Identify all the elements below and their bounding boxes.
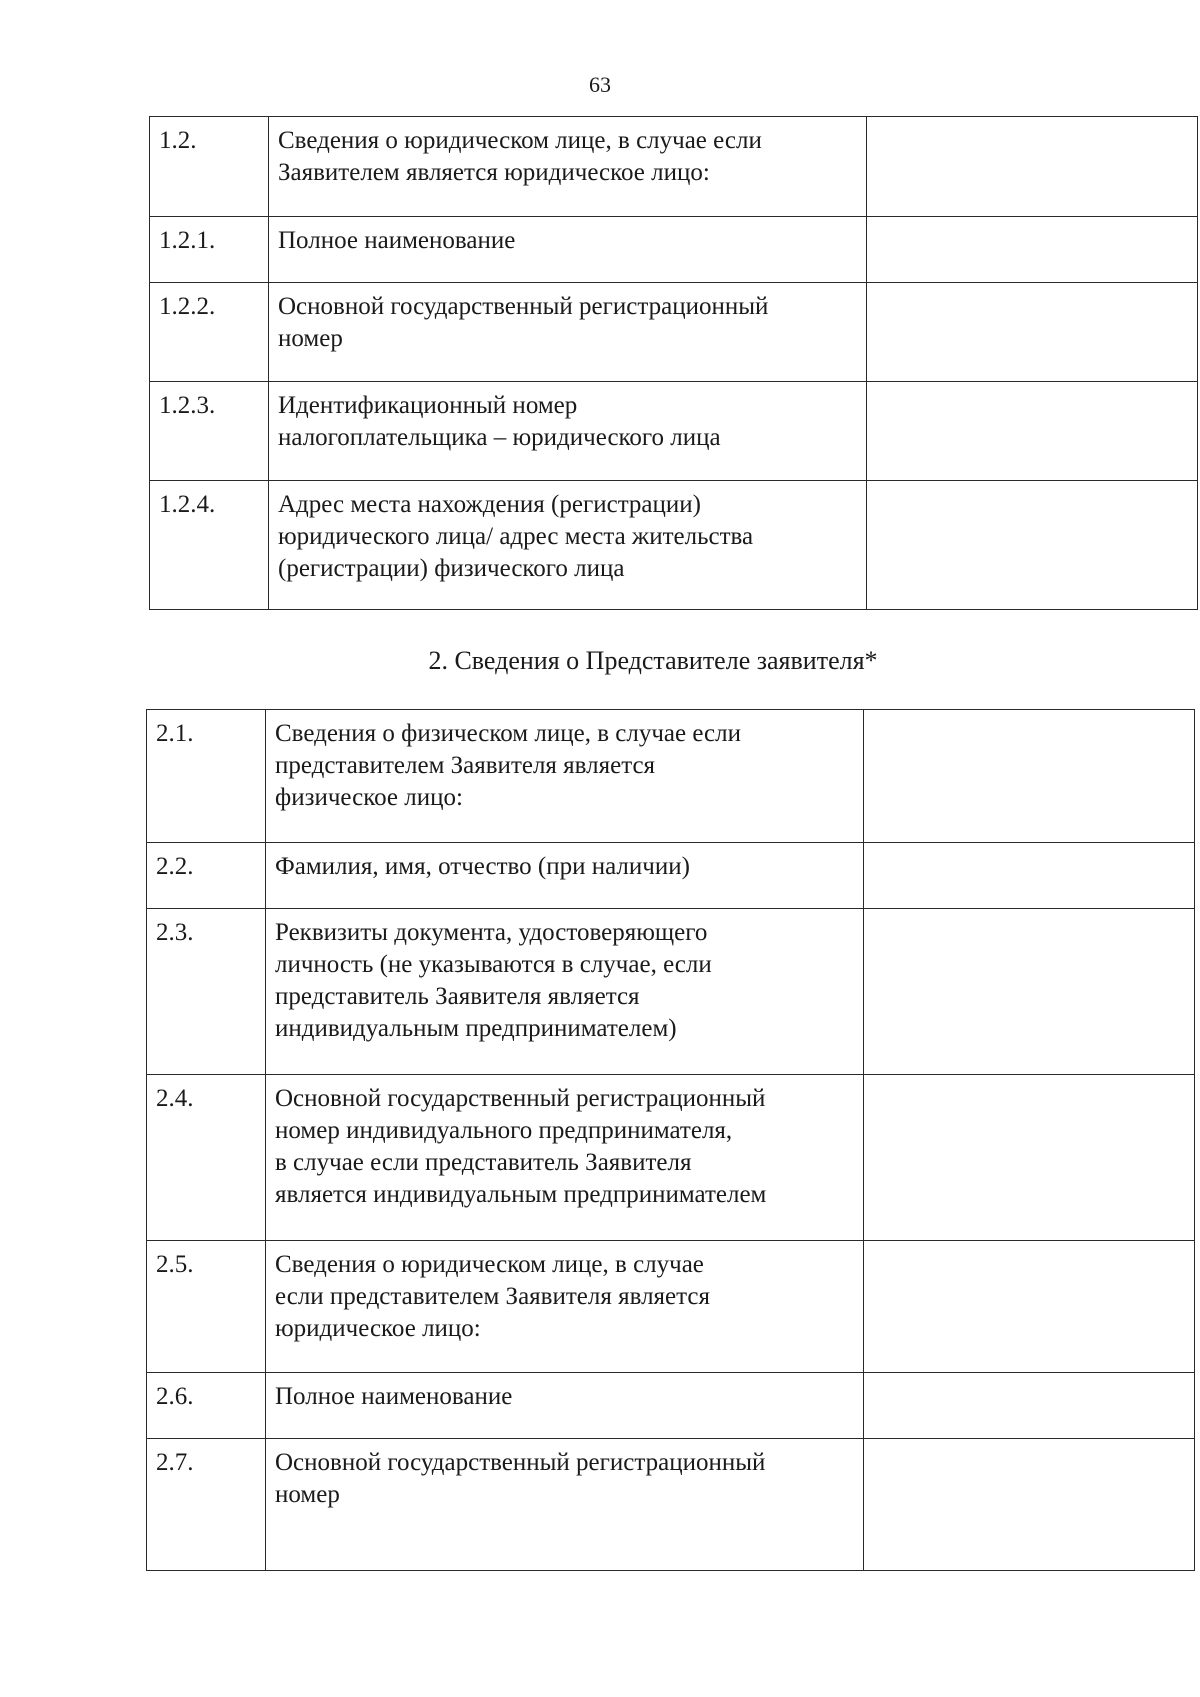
value-field[interactable] bbox=[864, 1439, 1195, 1571]
table-row bbox=[147, 1439, 1195, 1571]
page-number: 63 bbox=[589, 72, 611, 97]
label-line: Сведения о юридическом лице, в случае если bbox=[278, 127, 762, 154]
table-row bbox=[150, 117, 1198, 217]
row-number: 2.5. bbox=[147, 1241, 266, 1373]
table-row bbox=[147, 1241, 1195, 1373]
row-number: 1.2.3. bbox=[150, 382, 269, 481]
row-label bbox=[269, 382, 867, 481]
label-line: Сведения о физическом лице, в случае если bbox=[275, 720, 742, 747]
value-field[interactable] bbox=[867, 481, 1198, 610]
row-number: 1.2.1. bbox=[150, 217, 269, 283]
value-field[interactable] bbox=[864, 1075, 1195, 1241]
row-label bbox=[269, 217, 867, 283]
value-field[interactable] bbox=[864, 843, 1195, 909]
label-line: представителем Заявителя является bbox=[275, 752, 656, 779]
applicant-legal-entity-table bbox=[149, 116, 1198, 610]
table-row bbox=[147, 1075, 1195, 1241]
row-number: 2.4. bbox=[147, 1075, 266, 1241]
label-line: налогоплательщика – юридического лица bbox=[278, 424, 721, 451]
value-field[interactable] bbox=[864, 1241, 1195, 1373]
value-field[interactable] bbox=[864, 1373, 1195, 1439]
label-line: Реквизиты документа, удостоверяющего bbox=[275, 919, 708, 946]
row-label bbox=[266, 1439, 864, 1571]
row-number: 1.2. bbox=[150, 117, 269, 217]
section-heading: 2. Сведения о Представителе заявителя* bbox=[428, 646, 878, 675]
table-row bbox=[147, 909, 1195, 1075]
label-line: является индивидуальным предпринимателем bbox=[275, 1181, 767, 1208]
row-label bbox=[266, 843, 864, 909]
label-line: Идентификационный номер bbox=[278, 392, 578, 419]
row-label bbox=[269, 481, 867, 610]
label-line: физическое лицо: bbox=[275, 784, 463, 811]
row-label bbox=[266, 1075, 864, 1241]
label-line: в случае если представитель Заявителя bbox=[275, 1149, 692, 1176]
label-line: номер индивидуального предпринимателя, bbox=[275, 1117, 733, 1144]
label-line: индивидуальным предпринимателем) bbox=[275, 1015, 677, 1042]
row-number: 2.1. bbox=[147, 710, 266, 843]
label-line: личность (не указываются в случае, если bbox=[275, 951, 712, 978]
table-row bbox=[147, 710, 1195, 843]
label-line: Сведения о юридическом лице, в случае bbox=[275, 1251, 704, 1278]
label-line: Заявителем является юридическое лицо: bbox=[278, 159, 710, 186]
table-row bbox=[150, 217, 1198, 283]
label-line: юридического лица/ адрес места жительства bbox=[278, 523, 754, 550]
value-field[interactable] bbox=[867, 117, 1198, 217]
row-number: 1.2.4. bbox=[150, 481, 269, 610]
representative-table bbox=[146, 709, 1195, 1571]
table-row bbox=[150, 283, 1198, 382]
label-line: номер bbox=[278, 325, 343, 352]
label-line: юридическое лицо: bbox=[275, 1315, 481, 1342]
label-line: (регистрации) физического лица bbox=[278, 555, 625, 582]
row-label bbox=[266, 909, 864, 1075]
row-label bbox=[269, 117, 867, 217]
value-field[interactable] bbox=[867, 382, 1198, 481]
label-line: Полное наименование bbox=[275, 1383, 513, 1410]
table-row bbox=[150, 382, 1198, 481]
value-field[interactable] bbox=[867, 283, 1198, 382]
row-label bbox=[266, 1373, 864, 1439]
row-number: 2.7. bbox=[147, 1439, 266, 1571]
value-field[interactable] bbox=[864, 710, 1195, 843]
label-line: Основной государственный регистрационный bbox=[275, 1449, 766, 1476]
label-line: Фамилия, имя, отчество (при наличии) bbox=[275, 853, 690, 880]
row-number: 2.3. bbox=[147, 909, 266, 1075]
label-line: Адрес места нахождения (регистрации) bbox=[278, 491, 701, 518]
row-label bbox=[269, 283, 867, 382]
row-label bbox=[266, 1241, 864, 1373]
table-row bbox=[147, 1373, 1195, 1439]
label-line: представитель Заявителя является bbox=[275, 983, 640, 1010]
value-field[interactable] bbox=[864, 909, 1195, 1075]
label-line: Основной государственный регистрационный bbox=[278, 293, 769, 320]
label-line: если представителем Заявителя является bbox=[275, 1283, 710, 1310]
label-line: Полное наименование bbox=[278, 227, 516, 254]
row-number: 2.2. bbox=[147, 843, 266, 909]
row-number: 2.6. bbox=[147, 1373, 266, 1439]
table-row bbox=[150, 481, 1198, 610]
label-line: номер bbox=[275, 1481, 340, 1508]
label-line: Основной государственный регистрационный bbox=[275, 1085, 766, 1112]
row-label bbox=[266, 710, 864, 843]
row-number: 1.2.2. bbox=[150, 283, 269, 382]
value-field[interactable] bbox=[867, 217, 1198, 283]
table-row bbox=[147, 843, 1195, 909]
